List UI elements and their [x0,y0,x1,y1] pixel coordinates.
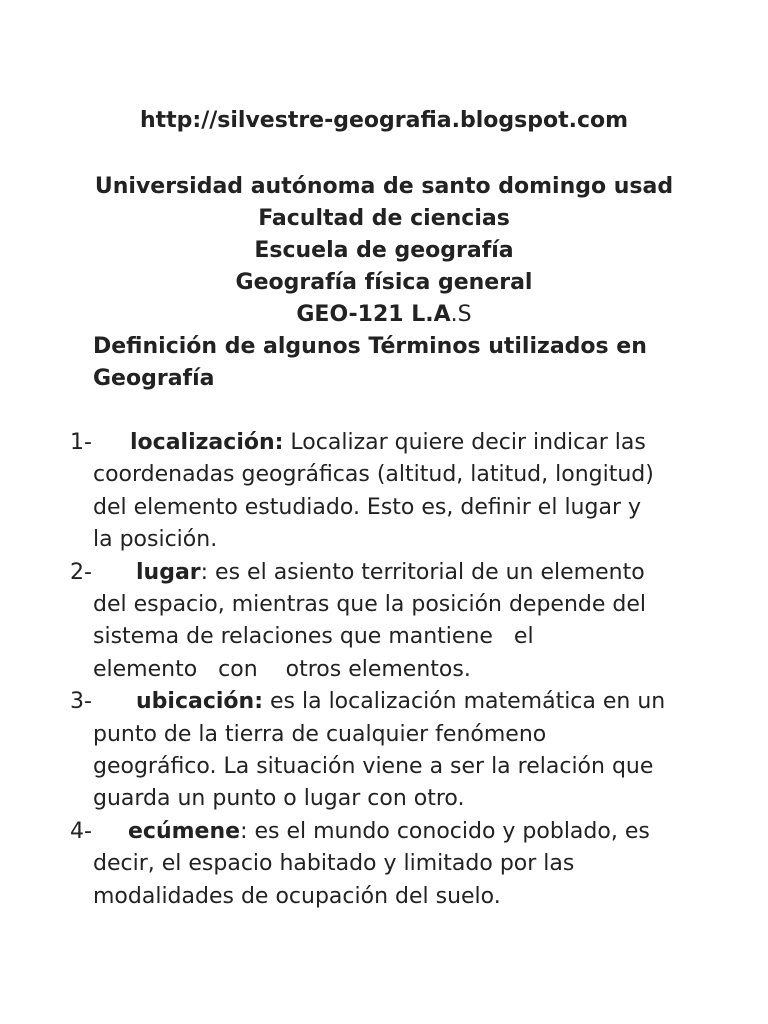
subject-line-1: Definición de algunos Términos utilizados en [93,334,647,359]
course-code-bold: GEO-121 L.A [296,302,451,327]
term-text-line: modalidades de ocupación del suelo. [93,883,501,909]
term-text-line: es la localización matemática en un [263,689,666,715]
term-list [70,427,690,913]
course-code-suffix: .S [450,302,472,327]
term-number: 1- [70,430,92,455]
term-text-line: del elemento estudiado. Esto es, definir el lugar y [93,494,642,520]
faculty-name: Facultad de ciencias [258,206,510,231]
term-text-line: Localizar quiere decir indicar las [283,430,646,455]
term-number: 2- [70,559,92,585]
term-text-line: : es el mundo conocido y poblado, es [240,818,650,844]
term-text-line: del espacio, mientras que la posición depende del [93,592,647,618]
term-text-line: sistema de relaciones que mantiene el [93,624,534,650]
document-subject [93,331,693,395]
term-name: lugar [136,559,201,585]
course-code [0,299,768,331]
school-name: Escuela de geografía [254,238,514,263]
term-text-line: geográfico. La situación viene a ser la relación que [93,754,654,780]
term-text-line: la posición. [93,527,218,553]
subject-line-2: Geografía [93,366,215,391]
term-number: 4- [70,818,92,844]
term-name: ubicación: [136,689,263,715]
term-item-ubicacion [70,686,690,816]
term-item-lugar [70,557,690,687]
term-text-line: guarda un punto o lugar con otro. [93,786,465,812]
term-text-line: decir, el espacio habitado y limitado por las [93,851,575,877]
term-text-line: elemento con otros elementos. [93,656,471,682]
term-item-localizacion [70,427,690,557]
term-text-line: punto de la tierra de cualquier fenómeno [93,721,547,747]
term-name: localización: [130,430,284,455]
term-text-line: coordenadas geográficas (altitud, latitud, longitud) [93,462,654,488]
term-number: 3- [70,689,92,715]
term-text-line: : es el asiento territorial de un elemento [200,559,645,585]
university-name: Universidad autónoma de santo domingo usad [94,174,674,199]
course-name: Geografía física general [235,270,533,295]
blog-url: http://silvestre-geografia.blogspot.com [139,108,629,133]
term-name: ecúmene [128,818,241,844]
term-item-ecumene [70,816,690,913]
document-header [0,171,768,331]
